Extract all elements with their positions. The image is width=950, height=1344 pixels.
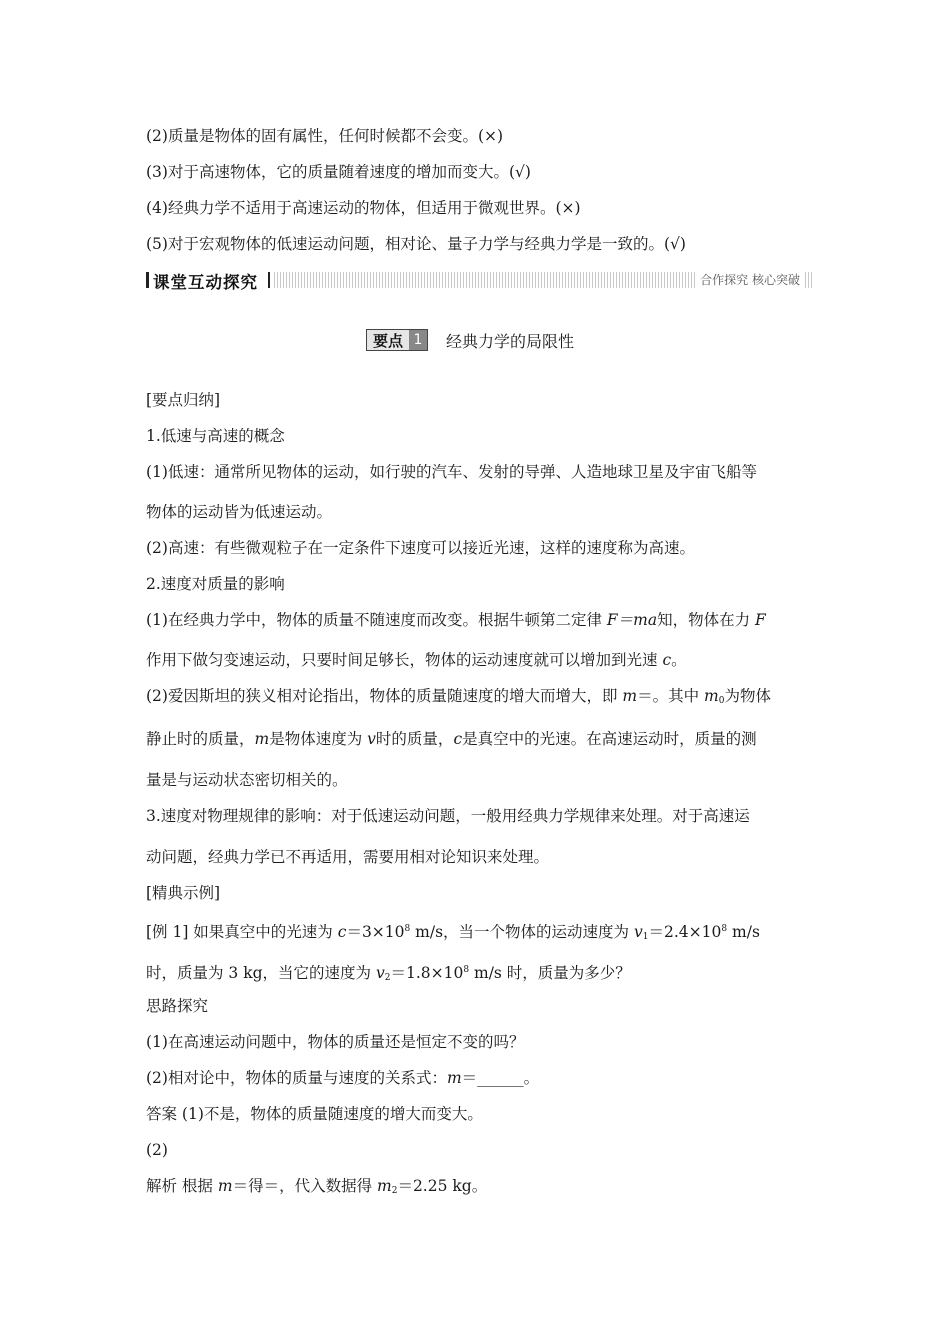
text: ＝。其中 — [637, 687, 705, 705]
symbol-m0: m — [704, 687, 719, 705]
example-heading: [精典示例] — [146, 884, 221, 902]
text: 时，质量为 3 kg，当它的速度为 — [146, 964, 376, 982]
keypoint-heading — [366, 329, 574, 351]
answer-line2: (2) — [146, 1141, 168, 1159]
text: [例 1] 如果真空中的光速为 — [146, 923, 338, 941]
section1-title: 1.低速与高速的概念 — [146, 427, 285, 445]
symbol-F: F — [755, 611, 766, 629]
formula-newton: F＝ma — [606, 611, 658, 629]
text: m/s 时，质量为多少？ — [469, 964, 631, 982]
subscript: 0 — [718, 696, 725, 706]
judgment-line-4: (4)经典力学不适用于高速运动的物体，但适用于微观世界。(×) — [146, 199, 581, 217]
text: (1)在经典力学中，物体的质量不随速度而改变。根据牛顿第二定律 — [146, 611, 607, 629]
text: 时的质量， — [375, 730, 454, 748]
text: (2)爱因斯坦的狭义相对论指出，物体的质量随速度的增大而增大，即 — [146, 687, 623, 705]
subscript: 1 — [642, 932, 649, 942]
section2-para2-line2 — [146, 728, 757, 750]
text: 作用下做匀变速运动，只要时间足够长，物体的运动速度就可以增加到光速 — [146, 651, 663, 669]
think-question-2 — [146, 1067, 539, 1089]
text: 知，物体在力 — [657, 611, 756, 629]
text: 静止时的质量， — [146, 730, 255, 748]
section-banner — [146, 269, 814, 291]
subscript: 2 — [384, 973, 391, 983]
example-line1 — [146, 918, 760, 948]
text: 。 — [671, 651, 687, 669]
symbol-c: c — [453, 730, 463, 748]
section3-line2: 动问题，经典力学已不再适用，需要用相对论知识来处理。 — [146, 848, 550, 866]
text: ＝1.8×10 — [390, 964, 464, 982]
judgment-line-5: (5)对于宏观物体的低速运动问题，相对论、量子力学与经典力学是一致的。(√) — [146, 235, 686, 253]
banner-left-bar — [146, 272, 149, 288]
exponent: 8 — [463, 965, 470, 975]
section3-line1: 3.速度对物理规律的影响：对于低速运动问题，一般用经典力学规律来处理。对于高速运 — [146, 807, 750, 825]
section1-para2: (2)高速：有些微观粒子在一定条件下速度可以接近光速，这样的速度称为高速。 — [146, 539, 695, 557]
banner-title: 课堂互动探究 — [153, 273, 258, 292]
text: 为物体 — [724, 687, 771, 705]
text: ＝2.4×10 — [648, 923, 722, 941]
text: ＝3×10 — [346, 923, 405, 941]
section2-title: 2.速度对质量的影响 — [146, 575, 285, 593]
text: 是物体速度为 — [269, 730, 368, 748]
text: m/s — [727, 923, 760, 941]
symbol-v1: v — [633, 923, 643, 941]
section2-para1-line2 — [146, 649, 687, 671]
symbol-c: c — [337, 923, 347, 941]
exponent: 8 — [721, 924, 728, 934]
text: (2)相对论中，物体的质量与速度的关系式： — [146, 1069, 447, 1087]
analysis-line — [146, 1175, 487, 1202]
text: m/s，当一个物体的运动速度为 — [410, 923, 634, 941]
symbol-m: m — [217, 1177, 233, 1195]
section1-para1-line2: 物体的运动皆为低速运动。 — [146, 503, 333, 521]
judgment-line-3: (3)对于高速物体，它的质量随着速度的增加而变大。(√) — [146, 163, 531, 181]
banner-subtitle: 合作探究 核心突破 — [696, 271, 804, 288]
exponent: 8 — [404, 924, 411, 934]
judgment-line-2: (2)质量是物体的固有属性，任何时候都不会变。(×) — [146, 127, 504, 145]
keypoint-number: 1 — [409, 330, 427, 350]
section1-para1-line1: (1)低速：通常所见物体的运动，如行驶的汽车、发射的导弹、人造地球卫星及宇宙飞船等 — [146, 463, 757, 481]
text: 解析 根据 — [146, 1177, 218, 1195]
symbol-m: m — [622, 687, 638, 705]
symbol-m2: m — [377, 1177, 392, 1195]
text: ＝2.25 kg。 — [397, 1177, 488, 1195]
keypoint-title: 经典力学的局限性 — [446, 331, 575, 351]
answer-line1: 答案 (1)不是，物体的质量随速度的增大而变大。 — [146, 1105, 483, 1123]
text: ＝______。 — [461, 1069, 540, 1087]
text: 是真空中的光速。在高速运动时，质量的测 — [462, 730, 757, 748]
think-question-1: (1)在高速运动问题中，物体的质量还是恒定不变的吗？ — [146, 1033, 525, 1051]
symbol-m: m — [254, 730, 270, 748]
example-line2 — [146, 959, 631, 989]
subscript: 2 — [391, 1186, 398, 1196]
symbol-c: c — [662, 651, 672, 669]
section2-para2-line3: 量是与运动状态密切相关的。 — [146, 771, 348, 789]
symbol-v: v — [367, 730, 376, 748]
summary-heading: [要点归纳] — [146, 391, 221, 409]
think-title: 思路探究 — [146, 997, 209, 1015]
text: ＝得＝，代入数据得 — [232, 1177, 377, 1195]
keypoint-badge — [366, 329, 428, 351]
section2-para1-line1 — [146, 609, 766, 631]
symbol-m: m — [446, 1069, 462, 1087]
banner-divider — [268, 272, 270, 288]
keypoint-label: 要点 — [373, 331, 404, 350]
section2-para2-line1 — [146, 685, 771, 712]
symbol-v2: v — [375, 964, 385, 982]
